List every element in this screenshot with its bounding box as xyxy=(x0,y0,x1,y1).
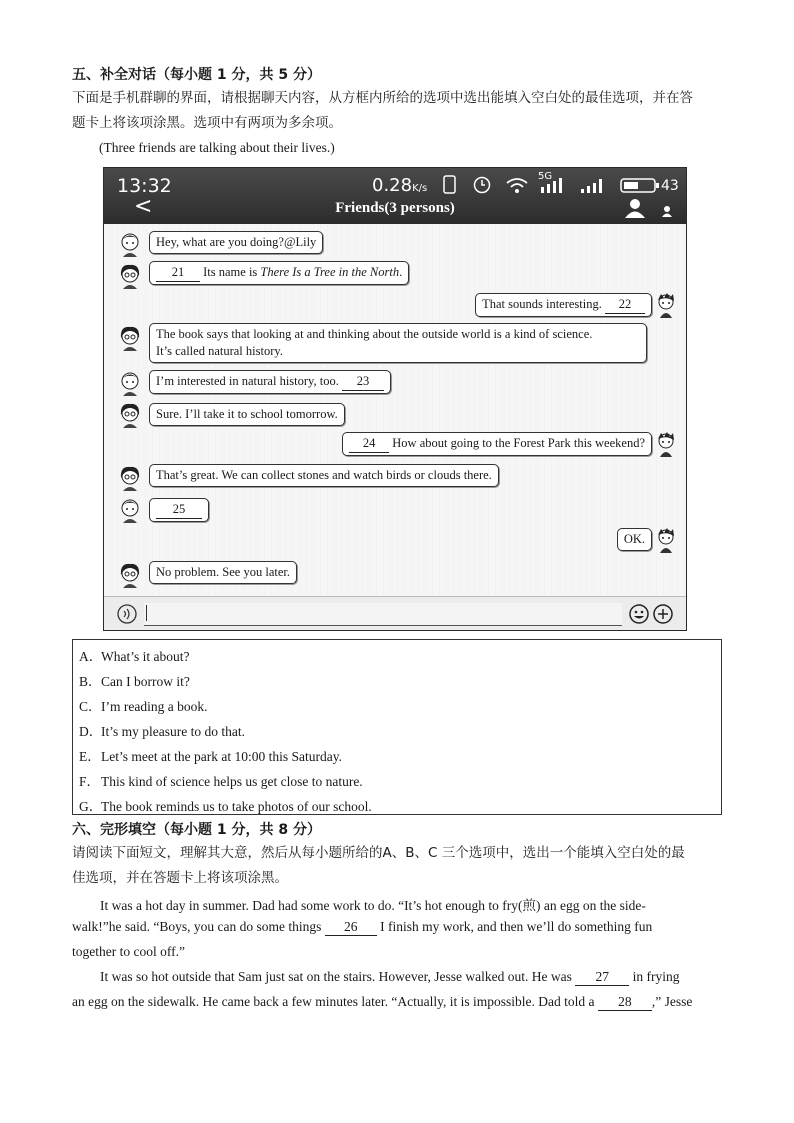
option-a: A．What’s it about? xyxy=(79,649,190,664)
section5-instruction-line2: 题卡上将该项涂黑。选项中有两项为多余项。 xyxy=(72,115,342,131)
option-b: B．Can I borrow it? xyxy=(79,674,190,689)
network-type: 5G xyxy=(538,171,553,182)
avatar-kid-icon xyxy=(654,292,678,318)
option-f: F．This kind of science helps us get close to nature. xyxy=(79,774,363,789)
section5-context: (Three friends are talking about their lives.) xyxy=(99,140,335,155)
chat-bubble-3: That sounds interesting. 22 xyxy=(475,293,652,317)
network-speed: 0.28K/s xyxy=(372,175,428,196)
passage-line-2: walk!”he said. “Boys, you can do some things 26 I finish my work, and then we’ll do something fun xyxy=(72,919,653,934)
avatar-girl-icon xyxy=(118,402,142,428)
section5-instruction-line1: 下面是手机群聊的界面，请根据聊天内容，从方框内所给的选项中选出能填入空白处的最佳选项，并在答 xyxy=(72,90,693,106)
signal-bars-icon-2 xyxy=(579,178,609,194)
option-g: G．The book reminds us to take photos of our school. xyxy=(79,799,372,814)
chat-bubble-2: 21 Its name is There Is a Tree in the North. xyxy=(149,261,409,285)
blank-28: 28 xyxy=(598,994,652,1011)
avatar-kid-icon xyxy=(654,527,678,553)
chat-bubble-5: I’m interested in natural history, too. 23 xyxy=(149,370,391,394)
passage-line-1: It was a hot day in summer. Dad had some work to do. “It’s hot enough to fry(煎) an egg on the side- xyxy=(100,898,646,913)
avatar-girl-icon xyxy=(118,263,142,289)
section6-title: 六、完形填空（每小题 1 分，共 8 分） xyxy=(72,822,321,838)
back-button[interactable]: < xyxy=(134,194,153,219)
chat-bubble-7: 24 How about going to the Forest Park this weekend? xyxy=(342,432,652,456)
status-bar xyxy=(104,168,686,224)
avatar-girl-icon xyxy=(118,325,142,351)
chat-bubble-11: No problem. See you later. xyxy=(149,561,297,584)
chat-input-bar xyxy=(104,596,686,631)
blank-26: 26 xyxy=(325,919,377,936)
passage-line-4: It was so hot outside that Sam just sat on the stairs. However, Jesse walked out. He was 27 in frying xyxy=(100,969,680,984)
passage-line-3: together to cool off.” xyxy=(72,944,185,959)
avatar-boy-icon xyxy=(118,231,142,257)
passage-line-5: an egg on the sidewalk. He came back a few minutes later. “Actually, it is impossible. Dad told a 28 ,” Jesse xyxy=(72,994,693,1009)
section6-instruction-line1: 请阅读下面短文，理解其大意，然后从每小题所给的A、B、C 三个选项中，选出一个能填入空白处的最 xyxy=(72,845,685,861)
option-c: C．I’m reading a book. xyxy=(79,699,208,714)
chat-bubble-8: That’s great. We can collect stones and watch birds or clouds there. xyxy=(149,464,499,487)
chat-bubble-6: Sure. I’ll take it to school tomorrow. xyxy=(149,403,345,426)
option-d: D．It’s my pleasure to do that. xyxy=(79,724,245,739)
avatar-boy-icon xyxy=(118,497,142,523)
chat-screenshot xyxy=(103,167,687,631)
section5-title: 五、补全对话（每小题 1 分，共 5 分） xyxy=(72,67,321,83)
avatar-girl-icon xyxy=(118,465,142,491)
options-box xyxy=(72,639,722,815)
blank-27: 27 xyxy=(575,969,629,986)
avatar-kid-icon xyxy=(654,431,678,457)
battery-icon xyxy=(618,178,660,194)
status-time: 13:32 xyxy=(117,175,172,197)
avatar-girl-icon xyxy=(118,562,142,588)
wifi-icon xyxy=(505,176,529,194)
phone-icon xyxy=(442,175,458,195)
blank-22: 22 xyxy=(605,296,645,314)
section6-instruction-line2: 佳选项，并在答题卡上将该项涂黑。 xyxy=(72,870,288,886)
chat-area xyxy=(104,224,686,596)
clock-icon xyxy=(472,175,492,195)
blank-25: 25 xyxy=(156,501,202,519)
contacts-icon[interactable] xyxy=(623,197,647,219)
chat-bubble-10: OK. xyxy=(617,528,652,551)
blank-23: 23 xyxy=(342,373,384,391)
signal-bars-icon xyxy=(539,178,569,194)
message-input[interactable] xyxy=(144,603,622,626)
add-member-icon[interactable] xyxy=(661,204,675,218)
chat-bubble-4: The book says that looking at and thinking about the outside world is a kind of science. It’s called natural history. xyxy=(149,323,647,363)
chat-bubble-1: Hey, what are you doing?@Lily xyxy=(149,231,323,254)
voice-icon[interactable] xyxy=(116,603,138,625)
chat-title: Friends(3 persons) xyxy=(335,200,455,216)
blank-24: 24 xyxy=(349,435,389,453)
plus-icon[interactable] xyxy=(652,603,674,625)
emoji-icon[interactable] xyxy=(628,603,650,625)
option-e: E．Let’s meet at the park at 10:00 this Saturday. xyxy=(79,749,342,764)
blank-21: 21 xyxy=(156,264,200,282)
chat-bubble-9 xyxy=(149,498,209,522)
battery-level: 43 xyxy=(661,178,679,194)
avatar-boy-icon xyxy=(118,370,142,396)
